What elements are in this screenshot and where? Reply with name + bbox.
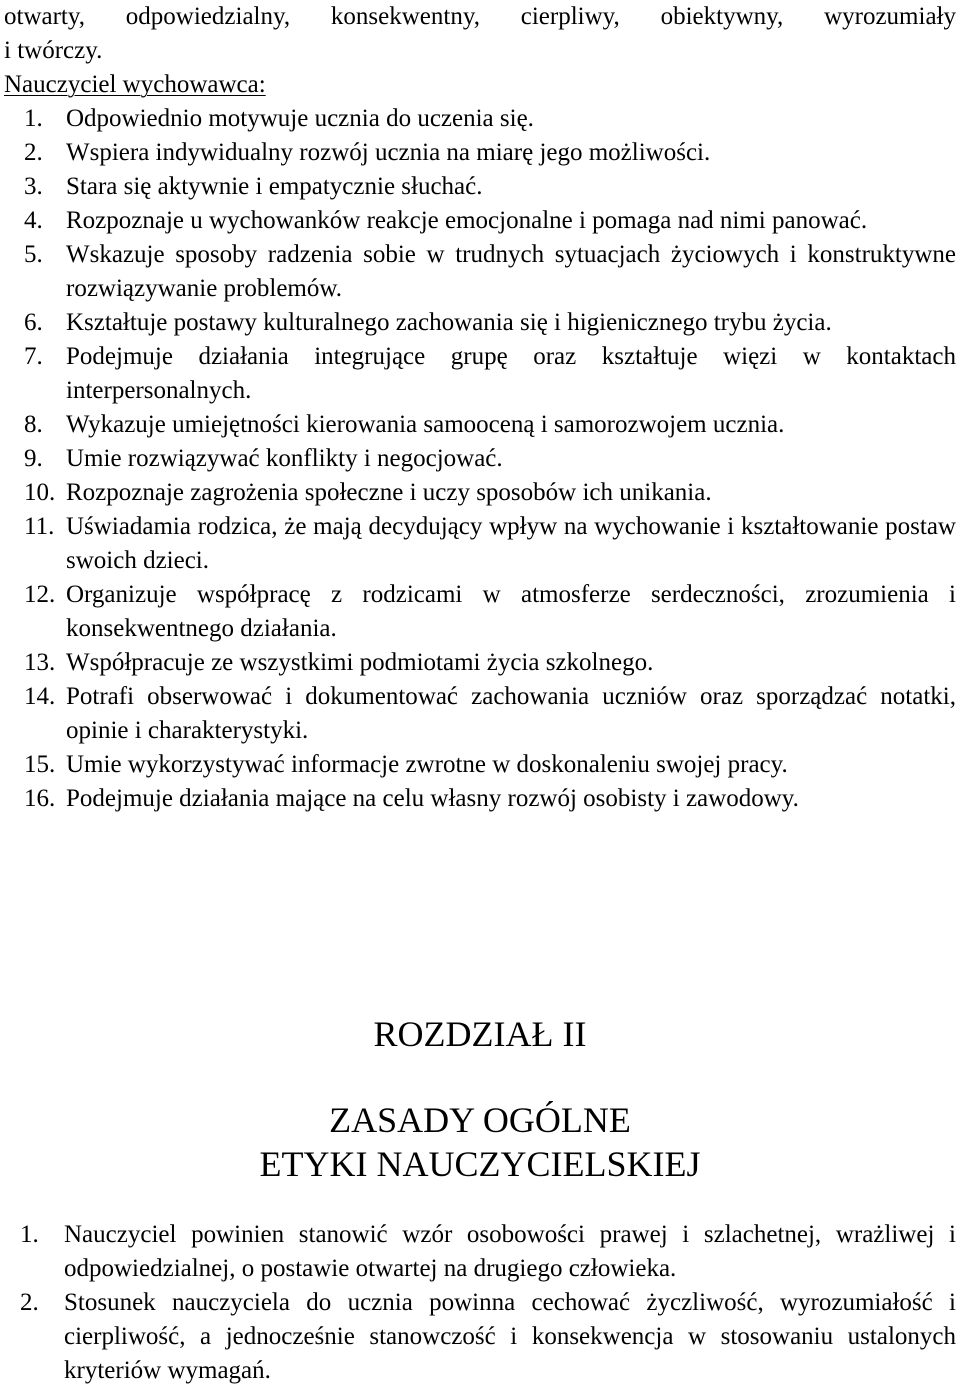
list-item — [4, 340, 956, 408]
list-item-text: Uświadamia rodzica, że mają decydujący wpływ na wychowanie i kształtowanie postaw swoich dzieci. — [66, 513, 956, 574]
list-item — [4, 136, 956, 170]
list-item-text: Odpowiednio motywuje ucznia do uczenia się. — [66, 105, 534, 132]
list-item-text: Umie rozwiązywać konflikty i negocjować. — [66, 445, 503, 472]
list-item — [4, 306, 956, 340]
list-item-number: 10. — [24, 479, 56, 506]
intro-line-1: otwarty, odpowiedzialny, konsekwentny, cierpliwy, obiektywny, wyrozumiały — [4, 3, 956, 30]
chapter-title-line-1: ZASADY OGÓLNE — [329, 1100, 631, 1140]
intro-line-2: i twórczy. — [4, 37, 103, 64]
list-item — [4, 102, 956, 136]
list-item-text: Wspiera indywidualny rozwój ucznia na miarę jego możliwości. — [66, 139, 711, 166]
list-item-number: 6. — [24, 309, 43, 336]
rule-text: Nauczyciel powinien stanowić wzór osobowości prawej i szlachetnej, wrażliwej i odpowiedzialnej, o postawie otwartej na drugiego człowieka. — [64, 1221, 956, 1282]
list-item — [4, 170, 956, 204]
list-item-text: Podejmuje działania integrujące grupę oraz kształtuje więzi w kontaktach interpersonalnych. — [66, 343, 956, 404]
list-item-number: 5. — [24, 241, 43, 268]
chapter-title-line-2: ETYKI NAUCZYCIELSKIEJ — [259, 1144, 701, 1184]
list-item-number: 3. — [24, 173, 43, 200]
list-item — [4, 578, 956, 646]
list-item-number: 1. — [24, 105, 43, 132]
list-item-number: 9. — [24, 445, 43, 472]
list-item-text: Współpracuje ze wszystkimi podmiotami życia szkolnego. — [66, 649, 654, 676]
list-item-text: Umie wykorzystywać informacje zwrotne w doskonaleniu swojej pracy. — [66, 751, 788, 778]
ethics-rules-list — [4, 1218, 956, 1388]
list-item-text: Wykazuje umiejętności kierowania samooceną i samorozwojem ucznia. — [66, 411, 785, 438]
rule-number: 1. — [20, 1221, 39, 1248]
intro-paragraph — [4, 0, 956, 68]
list-item-text: Rozpoznaje zagrożenia społeczne i uczy sposobów ich unikania. — [66, 479, 712, 506]
list-item-text: Stara się aktywnie i empatycznie słuchać. — [66, 173, 483, 200]
list-item — [4, 510, 956, 578]
list-item — [4, 748, 956, 782]
list-item-number: 13. — [24, 649, 56, 676]
rule-text: Stosunek nauczyciela do ucznia powinna cechować życzliwość, wyrozumiałość i cierpliwość, a jednocześnie stanowczość i konsekwencja w stosowaniu ustalonych kryteriów wymagań. — [64, 1289, 956, 1384]
section-label-wychowawca: Nauczyciel wychowawca: — [4, 71, 266, 98]
list-item-number: 2. — [24, 139, 43, 166]
wychowawca-list — [4, 102, 956, 816]
rule-item — [4, 1286, 956, 1388]
rule-number: 2. — [20, 1289, 39, 1316]
list-item — [4, 646, 956, 680]
list-item-number: 15. — [24, 751, 56, 778]
list-item-number: 14. — [24, 683, 56, 710]
chapter-number: ROZDZIAŁ II — [373, 1014, 587, 1054]
list-item-number: 4. — [24, 207, 43, 234]
list-item — [4, 204, 956, 238]
list-item — [4, 238, 956, 306]
list-item-text: Rozpoznaje u wychowanków reakcje emocjonalne i pomaga nad nimi panować. — [66, 207, 868, 234]
list-item — [4, 782, 956, 816]
list-item-number: 7. — [24, 343, 43, 370]
list-item-text: Potrafi obserwować i dokumentować zachowania uczniów oraz sporządzać notatki, opinie i charakterystyki. — [66, 683, 956, 744]
list-item — [4, 408, 956, 442]
rule-item — [4, 1218, 956, 1286]
list-item — [4, 680, 956, 748]
list-item — [4, 476, 956, 510]
list-item-number: 11. — [24, 513, 55, 540]
list-item-number: 12. — [24, 581, 56, 608]
list-item-number: 8. — [24, 411, 43, 438]
list-item-text: Wskazuje sposoby radzenia sobie w trudnych sytuacjach życiowych i konstruktywne rozwiązywanie problemów. — [66, 241, 956, 302]
list-item-number: 16. — [24, 785, 56, 812]
list-item-text: Kształtuje postawy kulturalnego zachowania się i higienicznego trybu życia. — [66, 309, 832, 336]
list-item-text: Podejmuje działania mające na celu własny rozwój osobisty i zawodowy. — [66, 785, 799, 812]
list-item-text: Organizuje współpracę z rodzicami w atmosferze serdeczności, zrozumienia i konsekwentnego działania. — [66, 581, 956, 642]
list-item — [4, 442, 956, 476]
